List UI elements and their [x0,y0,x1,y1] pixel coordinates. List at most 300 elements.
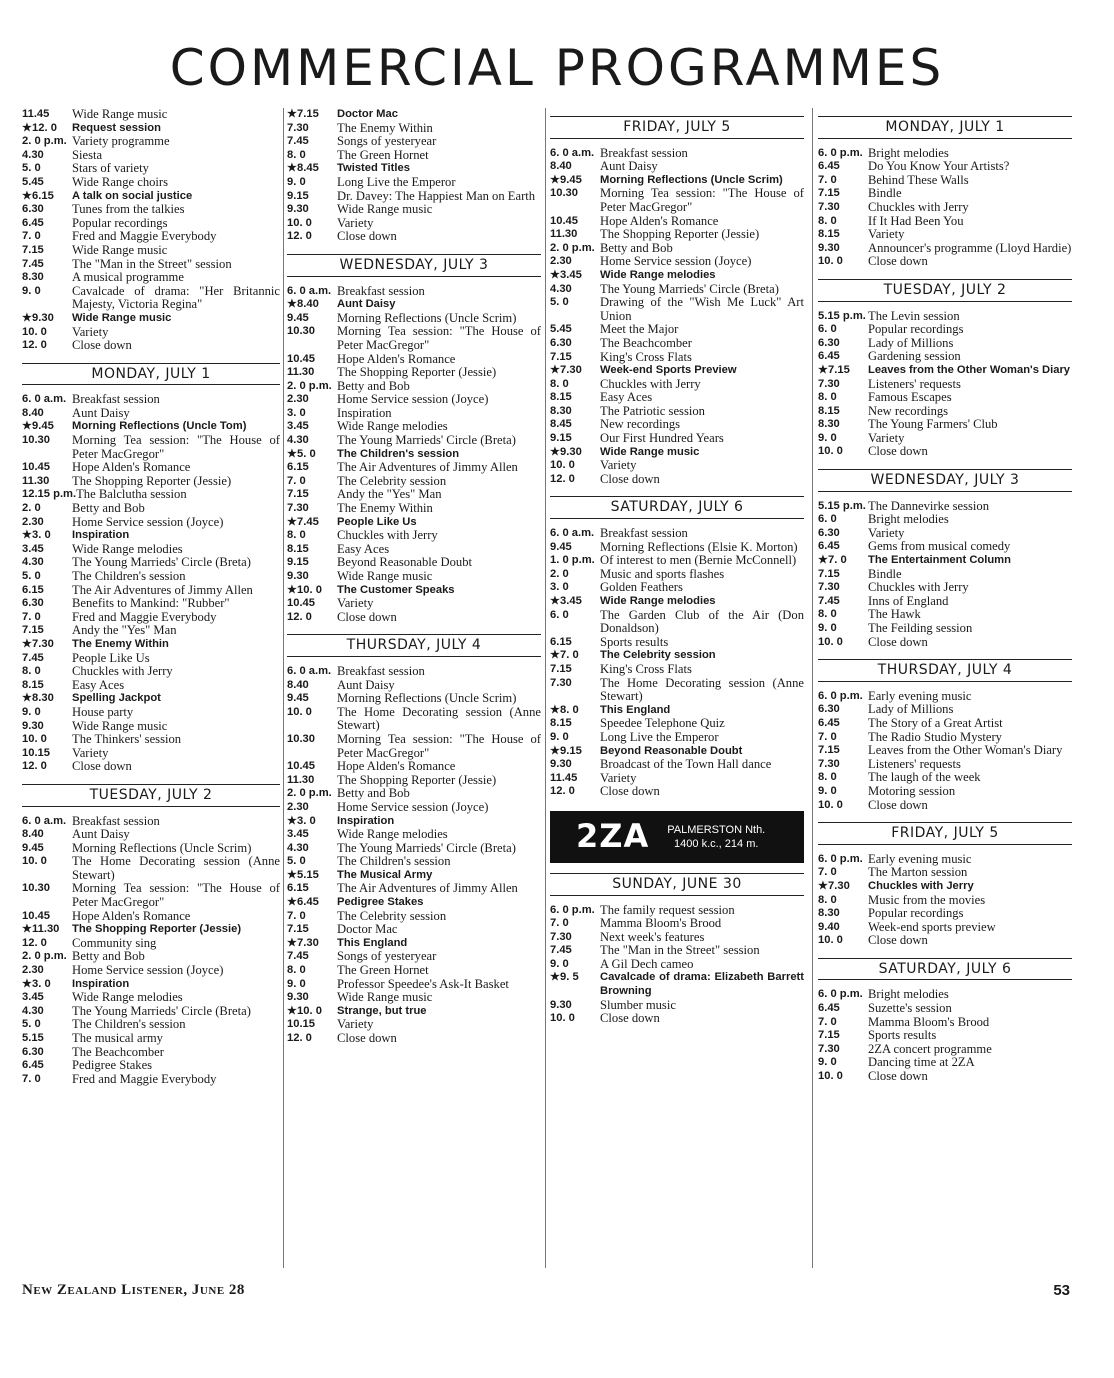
programme-time: 10.45 [287,352,315,365]
programme-row [22,162,280,176]
programme-title: Cavalcade of drama: Elizabeth Barrett Browning [600,971,804,998]
programme-time: 6.30 [550,336,572,349]
programme-title: King's Cross Flats [600,349,692,364]
featured-programme-row [550,174,804,188]
programme-title: Drawing of the "Wish Me Luck" Art Union [600,295,804,323]
programme-time: 6. 0 p.m. [550,903,595,916]
programme-title: The Air Adventures of Jimmy Allen [337,881,518,896]
featured-programme-row [22,923,280,937]
programme-row [22,910,280,924]
programme-row [818,581,1072,595]
programme-row [818,1029,1072,1043]
programme-title: Cavalcade of drama: "Her Britannic Majesty, Victoria Regina" [72,283,280,312]
programme-time: 3.45 [22,991,44,1004]
programme-time: 4.30 [287,841,309,854]
programme-row [550,283,804,297]
programme-row [22,176,280,190]
programme-row [22,991,280,1005]
programme-row [287,203,541,217]
programme-title: Bindle [868,186,902,201]
programme-time: 3.45 [22,542,44,555]
programme-title: Pedigree Stakes [72,1058,153,1073]
programme-title: The Garden Club of the Air (Don Donaldson) [600,607,804,636]
programme-time: 7.30 [287,121,309,134]
programme-time: 8. 0 [287,529,306,542]
programme-time: ★3. 0 [22,977,51,990]
featured-programme-row [287,869,541,883]
featured-programme-row [550,364,804,378]
programme-time: 3.45 [287,420,309,433]
programme-row [22,597,280,611]
programme-row [287,611,541,625]
programme-title: Request session [72,121,161,134]
day-heading: MONDAY, JULY 1 [818,116,1072,139]
programme-title: The Levin session [868,308,960,323]
programme-time: 9. 0 [818,1056,837,1069]
programme-time: 7.15 [818,187,840,200]
programme-row [22,556,280,570]
programme-time: 4.30 [22,556,44,569]
programme-title: Hope Alden's Romance [337,351,456,366]
programme-row [550,351,804,365]
programme-time: 9.30 [22,719,44,732]
programme-time: 5.15 [22,1032,44,1044]
programme-title: Close down [868,254,928,269]
programme-title: Our First Hundred Years [600,431,724,446]
programme-row [22,1046,280,1060]
programme-time: 7.45 [818,594,840,607]
programme-time: 10.30 [22,882,50,895]
programme-time: 7.30 [818,1042,840,1055]
programme-time: 10. 0 [550,1012,575,1025]
programme-row [22,1032,280,1046]
programme-time: 9. 0 [818,431,837,444]
programme-time: 8.40 [22,828,44,841]
programme-row [22,665,280,679]
programme-row [550,636,804,650]
programme-title: Variety [868,227,905,242]
programme-time: 7.45 [22,651,44,664]
programme-time: 10.45 [287,760,315,773]
programme-title: Easy Aces [337,541,390,556]
programme-time: 11.45 [22,108,50,120]
programme-time: 9. 0 [818,622,837,634]
programme-title: The Beachcomber [600,335,692,350]
programme-title: Inspiration [72,529,130,542]
programme-time: 4.30 [287,434,309,447]
programme-row [287,801,541,815]
programme-row [287,774,541,788]
station-call-sign: 2ZA [576,817,650,856]
programme-title: The Celebrity session [337,473,447,488]
programme-time: 7.30 [818,581,840,594]
programme-row [550,228,804,242]
programme-title: The Marton session [868,865,968,880]
programme-title: Variety [72,745,109,760]
programme-title: Wide Range music [72,718,168,733]
programme-row [287,475,541,489]
programme-row [22,1073,280,1087]
programme-title: Broadcast of the Town Hall dance [600,757,772,772]
programme-title: Spelling Jackpot [72,692,161,705]
programme-row [550,663,804,677]
programme-row [22,407,280,421]
programme-time: 7.30 [287,502,309,515]
programme-time: 7.15 [22,243,44,256]
programme-title: Morning Reflections (Uncle Scrim) [337,310,517,325]
programme-title: The musical army [72,1031,163,1045]
programme-row [287,978,541,992]
programme-time: 10.45 [550,214,578,227]
programme-title: Inns of England [868,593,949,608]
programme-time: 7.45 [287,135,309,148]
programme-time: 9.15 [550,432,572,445]
programme-row [287,570,541,584]
programme-time: 6.45 [818,160,840,173]
programme-time: ★7.30 [550,364,582,377]
footer-page-number: 53 [1053,1282,1070,1299]
programme-row [287,529,541,543]
programme-time: ★7.30 [22,637,54,650]
programme-row [818,432,1072,446]
programme-time: 7.45 [22,257,44,270]
programme-title: Wide Range choirs [72,174,169,189]
programme-time: 9. 0 [287,175,306,188]
programme-row [287,760,541,774]
programme-row [818,445,1072,459]
programme-row [818,215,1072,229]
programme-time: 6.30 [818,526,840,539]
programme-title: Andy the "Yes" Man [72,623,177,638]
programme-title: Early evening music [868,688,972,703]
programme-title: Dr. Davey: The Happiest Man on Earth [337,188,536,203]
programme-row [287,692,541,706]
programme-row [287,882,541,896]
programme-title: Popular recordings [868,322,964,337]
programme-time: 11.30 [550,228,578,241]
station-details [667,823,765,851]
programme-time: 6. 0 a.m. [287,664,332,677]
programme-time: 8. 0 [287,964,306,977]
featured-programme-row [287,896,541,910]
programme-title: Morning Tea session: "The House of Peter MacGregor" [72,881,280,910]
programme-row [550,554,804,568]
programme-title: Bright melodies [868,512,949,527]
programme-row [818,160,1072,174]
programme-time: 7.45 [287,950,309,963]
programme-title: The Musical Army [337,868,433,881]
programme-time: 7.30 [818,377,840,390]
programme-time: 7. 0 [287,909,306,922]
programme-title: Chuckles with Jerry [337,528,438,543]
programme-title: The Beachcomber [72,1044,164,1059]
programme-row [550,323,804,337]
programme-time: 7.30 [550,676,572,689]
featured-programme-row [818,364,1072,378]
featured-programme-row [287,448,541,462]
featured-programme-row [22,692,280,706]
programme-row [818,608,1072,622]
programme-time: 9.45 [287,692,309,705]
programme-row [550,609,804,636]
day-heading: FRIDAY, JULY 5 [818,822,1072,845]
programme-time: 6.45 [22,1059,44,1072]
programme-time: ★8.40 [287,298,319,311]
programme-row [818,540,1072,554]
programme-row [287,176,541,190]
programme-title: Sports results [600,634,669,649]
programme-time: 6.30 [22,203,44,216]
programme-time: 7. 0 [22,1072,41,1085]
programme-row [22,203,280,217]
programme-time: 9.30 [287,991,309,1004]
programme-time: 2.30 [550,255,572,268]
programme-time: 6. 0 p.m. [818,689,863,702]
programme-title: Wide Range music [337,990,433,1005]
programme-time: 10. 0 [818,1070,843,1083]
programme-title: Variety [600,458,637,473]
programme-time: 7. 0 [818,730,837,743]
programme-title: Week-end Sports Preview [600,364,737,377]
programme-title: This England [600,703,671,716]
programme-title: Morning Reflections (Uncle Scrim) [600,173,783,186]
programme-title: The Green Hornet [337,147,429,162]
featured-programme-row [550,971,804,998]
programme-row [287,787,541,801]
programme-row [287,312,541,326]
programme-title: Variety [337,1017,374,1032]
programme-title: Chuckles with Jerry [72,664,173,679]
programme-row [22,502,280,516]
programme-row [22,706,280,720]
programme-row [287,706,541,733]
programme-title: Doctor Mac [337,108,398,120]
programme-row [22,258,280,272]
station-frequency: 1400 k.c., 214 m. [674,837,759,850]
programme-title: Hope Alden's Romance [72,460,191,475]
programme-time: 8. 0 [22,665,41,678]
programme-time: 9. 0 [818,784,837,797]
programme-title: Breakfast session [337,663,425,678]
programme-time: 6. 0 p.m. [818,146,863,159]
programme-row [287,420,541,434]
programme-time: 10.30 [22,434,50,447]
programme-time: 6.45 [818,716,840,729]
programme-time: 3. 0 [550,581,569,594]
featured-programme-row [22,122,280,136]
programme-title: Inspiration [337,814,395,827]
programme-time: ★7.15 [818,363,850,376]
programme-row [550,160,804,174]
programme-time: 2. 0 p.m. [287,379,332,392]
programme-time: 8.15 [550,391,572,404]
featured-programme-row [287,108,541,122]
day-heading: SUNDAY, JUNE 30 [550,873,804,896]
programme-title: The Shopping Reporter (Jessie) [337,772,497,787]
programme-column-3 [550,108,804,1026]
programme-row [22,230,280,244]
programme-title: Morning Tea session: "The House of Peter MacGregor" [337,731,541,760]
programme-title: Hope Alden's Romance [72,908,191,923]
programme-row [287,285,541,299]
programme-time: 10.45 [22,461,50,474]
programme-row [287,950,541,964]
programme-title: Fred and Maggie Everybody [72,609,217,624]
programme-time: ★9.45 [550,173,582,186]
programme-row [287,380,541,394]
programme-time: 7.15 [818,1029,840,1042]
programme-row [818,1056,1072,1070]
programme-title: Close down [337,609,397,624]
programme-time: 12. 0 [22,760,47,773]
programme-time: 12. 0 [287,610,312,623]
programme-title: The Shopping Reporter (Jessie) [72,923,242,936]
programme-row [22,149,280,163]
programme-row [287,828,541,842]
programme-time: 9.30 [818,241,840,254]
programme-time: ★9.30 [22,311,54,324]
programme-title: Aunt Daisy [337,298,396,311]
programme-title: Twisted Titles [337,162,410,175]
programme-time: 10.45 [22,909,50,922]
programme-row [550,296,804,323]
programme-title: Chuckles with Jerry [600,376,701,391]
programme-title: Long Live the Emperor [337,174,456,189]
programme-title: Variety [72,324,109,339]
programme-title: The Patriotic session [600,403,705,418]
programme-time: 8. 0 [818,214,837,227]
programme-row [550,772,804,786]
programme-time: 7.15 [287,923,309,936]
programme-row [287,991,541,1005]
programme-title: Beyond Reasonable Doubt [600,744,743,757]
programme-time: 10. 0 [287,216,312,229]
programme-row [818,323,1072,337]
programme-title: Easy Aces [72,677,125,692]
programme-row [818,174,1072,188]
programme-row [550,432,804,446]
programme-row [22,815,280,829]
programme-title: The Enemy Within [337,120,433,135]
programme-time: ★3.45 [550,595,582,607]
programme-row [550,1012,804,1026]
programme-title: Variety [868,430,905,445]
programme-time: 2.30 [22,515,44,528]
programme-row [818,799,1072,813]
programme-time: ★7. 0 [818,554,847,567]
programme-title: The Enemy Within [337,501,433,516]
programme-title: The Shopping Reporter (Jessie) [600,227,760,242]
featured-programme-row [287,584,541,598]
programme-time: 2. 0 [550,567,569,580]
programme-row [22,624,280,638]
programme-title: The Air Adventures of Jimmy Allen [337,460,518,475]
programme-row [818,147,1072,161]
programme-title: Wide Range music [337,569,433,583]
programme-time: 8.40 [287,678,309,691]
programme-row [550,931,804,945]
programme-title: The Young Marrieds' Circle (Breta) [72,555,251,570]
programme-row [287,597,541,611]
programme-title: Close down [868,444,928,459]
programme-title: The Entertainment Column [868,554,1011,567]
programme-time: 10.30 [550,187,578,200]
day-heading: MONDAY, JULY 1 [22,363,280,386]
programme-row [550,215,804,229]
programme-row [550,147,804,161]
programme-row [22,475,280,489]
programme-title: Mamma Bloom's Brood [600,916,722,931]
programme-row [22,570,280,584]
programme-title: The "Man in the Street" session [600,943,760,958]
programme-time: 10.15 [287,1018,315,1031]
programme-row [818,500,1072,514]
programme-time: 7.15 [550,662,572,675]
programme-time: 6.15 [287,461,309,474]
programme-title: Behind These Walls [868,172,969,187]
programme-time: 8. 0 [818,608,837,621]
programme-time: 8.40 [550,160,572,173]
programme-row [818,636,1072,650]
programme-title: Wide Range melodies [600,595,716,607]
programme-title: Listeners' requests [868,756,961,771]
programme-title: Bright melodies [868,145,949,160]
programme-row [550,917,804,931]
programme-row [550,418,804,432]
programme-time: 2. 0 p.m. [22,135,67,148]
programme-row [818,337,1072,351]
programme-time: 2.30 [287,800,309,813]
page-title: COMMERCIAL PROGRAMMES [169,39,945,97]
programme-time: 8. 0 [818,391,837,404]
programme-title: The Children's session [337,854,451,869]
programme-row [287,366,541,380]
programme-title: The Shopping Reporter (Jessie) [337,365,497,380]
programme-title: Chuckles with Jerry [868,580,969,595]
programme-row [22,882,280,909]
programme-time: 5. 0 [22,1018,41,1031]
programme-title: Breakfast session [337,283,425,298]
programme-row [22,1005,280,1019]
programme-row [550,568,804,582]
programme-title: The Hawk [868,607,921,622]
programme-row [550,405,804,419]
programme-time: 6. 0 a.m. [22,393,67,406]
programme-row [818,731,1072,745]
programme-title: Betty and Bob [337,786,410,801]
programme-time: ★7. 0 [550,649,579,662]
programme-time: 9. 0 [22,705,41,718]
programme-row [22,937,280,951]
programme-column-2 [287,108,541,1046]
programme-title: Siesta [72,147,103,162]
programme-row [550,187,804,214]
programme-title: Announcer's programme (Lloyd Hardie) [868,240,1072,255]
programme-row [287,461,541,475]
programme-title: Music from the movies [868,892,986,907]
programme-row [287,855,541,869]
station-location: PALMERSTON Nth. [667,823,766,836]
programme-title: New recordings [600,417,681,432]
programme-title: Variety programme [72,134,170,149]
programme-row [818,717,1072,731]
programme-time: 5.45 [550,323,572,336]
programme-title: Close down [72,759,132,774]
programme-row [550,717,804,731]
footer-publication: New Zealand Listener, June 28 [22,1282,245,1298]
programme-time: ★11.30 [22,923,60,936]
programme-title: Lady of Millions [868,335,954,350]
